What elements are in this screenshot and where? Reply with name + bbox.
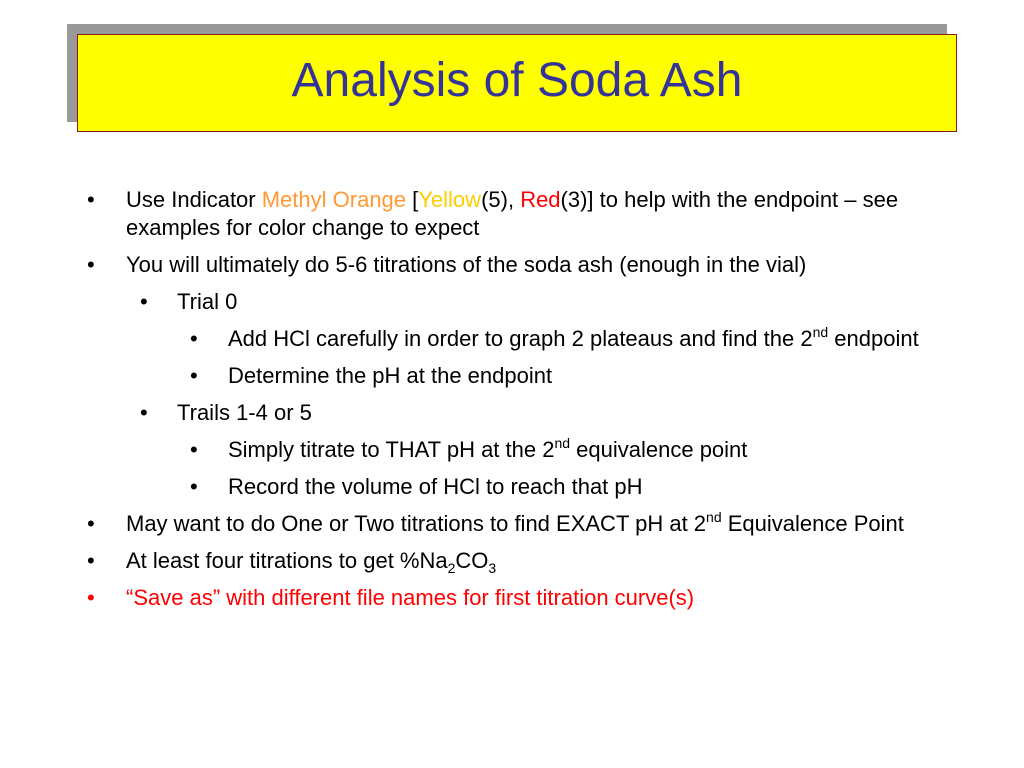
bullet-dot: • bbox=[87, 252, 95, 277]
bullet-add-hcl bbox=[0, 325, 1024, 353]
four-titrations-text: At least four titrations to get %Na bbox=[126, 548, 448, 573]
exact-ph-text: May want to do One or Two titrations to find EXACT pH at 2 bbox=[126, 511, 707, 536]
bullet-text bbox=[126, 511, 904, 536]
bullet-dot: • bbox=[87, 585, 95, 610]
bullet-dot: • bbox=[140, 289, 148, 314]
bullet-dot: • bbox=[87, 187, 95, 212]
superscript: nd bbox=[706, 509, 722, 525]
exact-ph-rest: Equivalence Point bbox=[721, 511, 904, 536]
bullet-save-as bbox=[0, 584, 1024, 612]
slide-title: Analysis of Soda Ash bbox=[291, 54, 743, 107]
bullet-text: You will ultimately do 5-6 titrations of the soda ash (enough in the vial) bbox=[126, 252, 807, 277]
bullet-record-volume bbox=[0, 473, 1024, 501]
bullet-text bbox=[228, 437, 747, 462]
bullet-dot: • bbox=[190, 363, 198, 388]
bullet-list bbox=[0, 186, 1024, 621]
indicator-prefix: Use Indicator bbox=[126, 187, 262, 212]
bullet-text bbox=[126, 548, 497, 576]
subscript: 2 bbox=[447, 560, 456, 576]
bullet-indicator bbox=[0, 186, 1024, 242]
bullet-dot: • bbox=[87, 511, 95, 536]
bullet-dot: • bbox=[140, 400, 148, 425]
bullet-titrations-count bbox=[0, 251, 1024, 279]
subscript: 3 bbox=[488, 560, 497, 576]
bullet-text: Trial 0 bbox=[177, 289, 238, 314]
bullet-dot: • bbox=[87, 548, 95, 573]
bullet-text: “Save as” with different file names for first titration curve(s) bbox=[126, 585, 695, 610]
bullet-dot: • bbox=[190, 474, 198, 499]
bullet-dot: • bbox=[190, 326, 198, 351]
indicator-rest: (3)] to help with the endpoint – see examples for color change to expect bbox=[126, 187, 899, 240]
title-box bbox=[77, 34, 957, 132]
add-hcl-text: Add HCl carefully in order to graph 2 plateaus and find the 2 bbox=[228, 326, 813, 351]
bullet-four-titrations bbox=[0, 547, 1024, 575]
bullet-text: Trails 1-4 or 5 bbox=[177, 400, 312, 425]
bullet-determine-ph bbox=[0, 362, 1024, 390]
bullet-trial-0 bbox=[0, 288, 1024, 316]
superscript: nd bbox=[554, 435, 571, 451]
simply-titrate-rest: equivalence point bbox=[570, 437, 748, 462]
superscript: nd bbox=[812, 324, 829, 340]
formula-mid: CO bbox=[455, 548, 489, 573]
yellow-number: (5), bbox=[481, 187, 521, 212]
add-hcl-rest: endpoint bbox=[828, 326, 919, 351]
methyl-orange-text: Methyl Orange bbox=[261, 187, 407, 212]
bullet-text bbox=[126, 187, 898, 240]
bullet-exact-ph bbox=[0, 510, 1024, 538]
bullet-trails bbox=[0, 399, 1024, 427]
red-text: Red bbox=[520, 187, 561, 212]
bullet-text: Record the volume of HCl to reach that pH bbox=[228, 474, 643, 499]
bullet-dot: • bbox=[190, 437, 198, 462]
bullet-text: Determine the pH at the endpoint bbox=[228, 363, 553, 388]
bracket-open: [ bbox=[406, 187, 419, 212]
simply-titrate-text: Simply titrate to THAT pH at the 2 bbox=[228, 437, 555, 462]
bullet-simply-titrate bbox=[0, 436, 1024, 464]
bullet-text bbox=[228, 326, 919, 351]
yellow-text: Yellow bbox=[418, 187, 482, 212]
